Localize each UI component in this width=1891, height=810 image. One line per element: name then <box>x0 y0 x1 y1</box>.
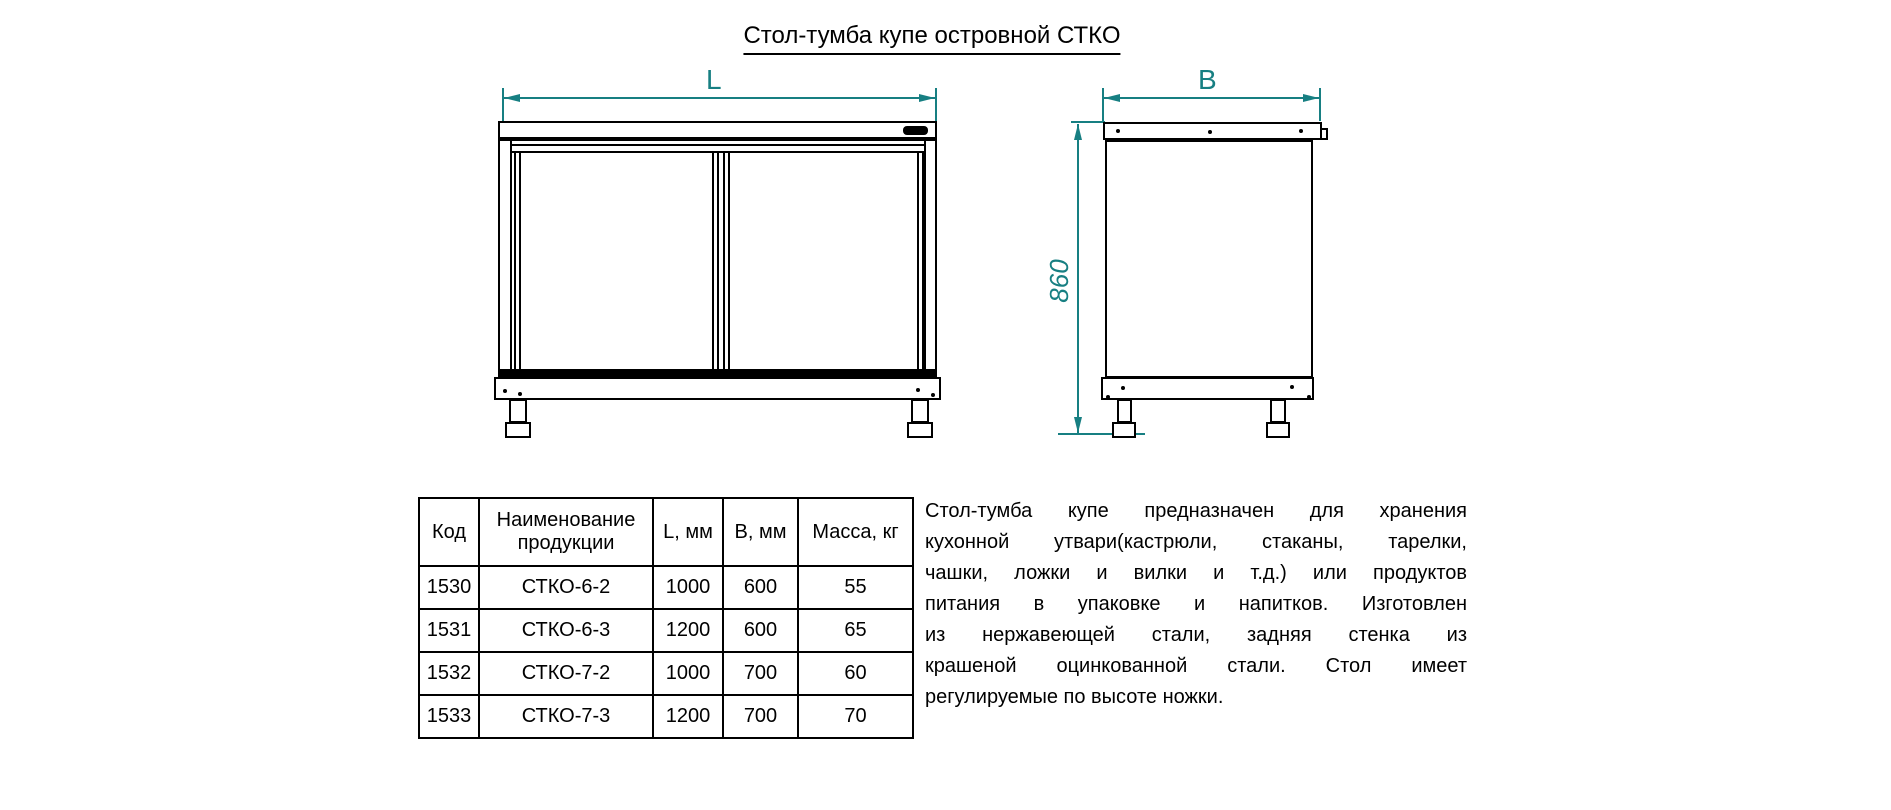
dim-l-ext-left <box>502 88 504 121</box>
base-rail-front <box>494 377 941 400</box>
dim-b-ext-left <box>1102 88 1104 121</box>
dim-b-arrow-left <box>1104 94 1120 102</box>
description-line: кухонной утвари(кастрюли, стаканы, тарелки, <box>925 531 1467 553</box>
table-cell: 1533 <box>419 695 479 738</box>
dim-l-line <box>503 97 936 99</box>
description-line: Стол-тумба купе предназначен для хранения <box>925 500 1467 522</box>
side-right-foot <box>1266 422 1290 438</box>
dim-b-ext-right <box>1319 88 1321 121</box>
table-cell: 1531 <box>419 609 479 652</box>
dim-l-ext-right <box>935 88 937 121</box>
product-description <box>925 496 1467 713</box>
left-door-left-edge <box>514 151 516 370</box>
table-row <box>419 652 913 695</box>
description-line: питания в упаковке и напитков. Изготовлен <box>925 593 1467 615</box>
table-header-cell: B, мм <box>723 498 798 566</box>
dim-l-label: L <box>706 64 722 95</box>
dim-b-label: B <box>1198 64 1217 95</box>
front-right-leg <box>911 399 929 423</box>
description-line: из нержавеющей стали, задняя стенка из <box>925 624 1467 646</box>
table-header-cell: L, мм <box>653 498 723 566</box>
table-row <box>419 695 913 738</box>
table-row <box>419 609 913 652</box>
door-track-top <box>512 144 924 146</box>
description-line: регулируемые по высоте ножки. <box>925 686 1224 708</box>
screw-dot <box>1208 130 1212 134</box>
table-row <box>419 566 913 609</box>
screw-dot <box>1307 395 1311 399</box>
left-door-right-edge <box>712 151 714 370</box>
table-cell: 1000 <box>653 652 723 695</box>
table-cell: 1000 <box>653 566 723 609</box>
dim-h-label: 860 <box>1044 259 1074 303</box>
right-door-left-edge <box>723 151 725 370</box>
table-cell: 1532 <box>419 652 479 695</box>
screw-dot <box>1106 395 1110 399</box>
spec-table-body <box>419 566 913 738</box>
front-left-leg <box>509 399 527 423</box>
countertop-front <box>498 121 937 139</box>
table-cell: 60 <box>798 652 913 695</box>
front-left-foot <box>505 422 531 438</box>
table-cell: 1530 <box>419 566 479 609</box>
screw-dot <box>1290 385 1294 389</box>
table-cell: 600 <box>723 609 798 652</box>
countertop-side <box>1103 122 1322 140</box>
screw-dot <box>1121 386 1125 390</box>
dim-h-ext-top <box>1071 121 1105 123</box>
table-cell: 55 <box>798 566 913 609</box>
brand-badge <box>903 126 928 135</box>
dim-b-line <box>1103 97 1320 99</box>
table-cell: СТКО-7-3 <box>479 695 653 738</box>
dim-h-arrow-bottom <box>1074 417 1082 433</box>
inner-wall-right <box>924 139 926 377</box>
table-cell: СТКО-7-2 <box>479 652 653 695</box>
screw-dot <box>1116 129 1120 133</box>
table-cell: СТКО-6-2 <box>479 566 653 609</box>
side-right-leg <box>1270 399 1286 423</box>
dim-l-arrow-left <box>504 94 520 102</box>
dim-l-arrow-right <box>919 94 935 102</box>
table-cell: 600 <box>723 566 798 609</box>
table-cell: 65 <box>798 609 913 652</box>
side-left-leg <box>1117 399 1132 423</box>
cabinet-body-side <box>1105 140 1313 378</box>
table-header-cell: Код <box>419 498 479 566</box>
dim-b-arrow-right <box>1303 94 1319 102</box>
dim-h-line <box>1077 124 1079 434</box>
screw-dot <box>1299 129 1303 133</box>
inner-wall-left <box>510 139 512 377</box>
table-cell: 1200 <box>653 609 723 652</box>
right-door-right-edge2 <box>922 151 924 370</box>
table-cell: СТКО-6-3 <box>479 609 653 652</box>
table-cell: 1200 <box>653 695 723 738</box>
table-header-cell: Масса, кг <box>798 498 913 566</box>
table-cell: 70 <box>798 695 913 738</box>
right-door-left-edge2 <box>728 151 730 370</box>
front-right-foot <box>907 422 933 438</box>
page-title: Стол-тумба купе островной СТКО <box>743 22 1120 55</box>
description-line: крашеной оцинкованной стали. Стол имеет <box>925 655 1467 677</box>
screw-dot <box>503 389 507 393</box>
table-header-cell: Наименование продукции <box>479 498 653 566</box>
right-door-right-edge <box>917 151 919 370</box>
table-cell: 700 <box>723 652 798 695</box>
left-door-left-edge2 <box>519 151 521 370</box>
spec-table <box>418 497 914 739</box>
table-cell: 700 <box>723 695 798 738</box>
base-rail-side <box>1101 377 1314 400</box>
left-door-right-edge2 <box>717 151 719 370</box>
screw-dot <box>518 392 522 396</box>
table-header-row <box>419 498 913 566</box>
side-left-foot <box>1112 422 1136 438</box>
screw-dot <box>916 388 920 392</box>
door-track-bottom <box>500 369 935 375</box>
dim-h-arrow-top <box>1074 124 1082 140</box>
screw-dot <box>931 393 935 397</box>
description-line: чашки, ложки и вилки и т.д.) или продуктов <box>925 562 1467 584</box>
countertop-lip <box>1320 128 1328 140</box>
